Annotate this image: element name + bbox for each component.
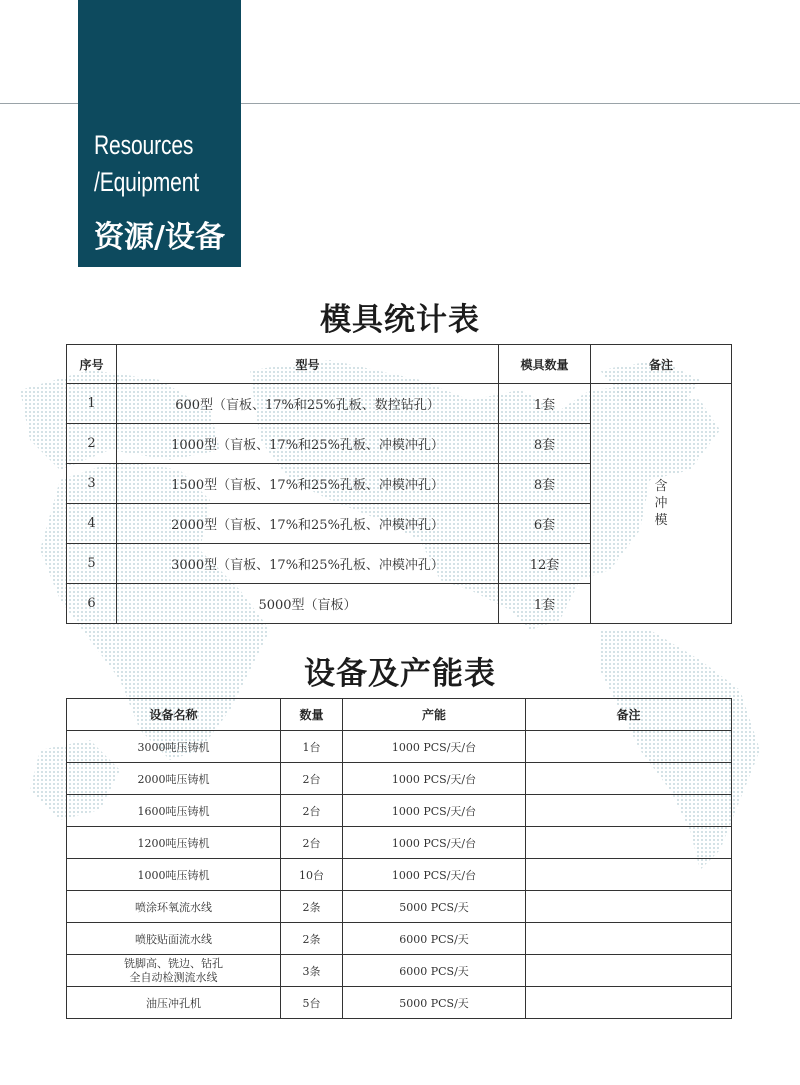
table-row: [67, 923, 732, 955]
table-row: [67, 795, 732, 827]
row-capacity: 1000 PCS/天/台: [343, 827, 526, 859]
section-title-en: [94, 127, 199, 201]
row-note: [526, 859, 732, 891]
row-capacity: 5000 PCS/天: [343, 891, 526, 923]
mold-table-title: 模具统计表: [320, 302, 480, 338]
row-note: [526, 923, 732, 955]
row-no: 1: [67, 384, 117, 424]
row-note: [526, 955, 732, 987]
table-row: [67, 955, 732, 987]
row-note: [526, 731, 732, 763]
row-note: [526, 763, 732, 795]
row-capacity: 6000 PCS/天: [343, 923, 526, 955]
row-equipment-name: 1000吨压铸机: [67, 859, 281, 891]
header-cell-capacity: 产能: [343, 699, 526, 731]
row-equipment-name: 喷涂环氧流水线: [67, 891, 281, 923]
row-capacity: 1000 PCS/天/台: [343, 795, 526, 827]
table-row: [67, 731, 732, 763]
table-header-row: [67, 345, 732, 384]
row-qty: 12套: [499, 544, 591, 584]
row-qty: 2条: [281, 923, 343, 955]
row-capacity: 1000 PCS/天/台: [343, 731, 526, 763]
equipment-capacity-table: [66, 698, 732, 1019]
row-capacity: 1000 PCS/天/台: [343, 763, 526, 795]
row-model: 5000型（盲板）: [117, 584, 499, 624]
row-no: 5: [67, 544, 117, 584]
header-cell-equipment-name: 设备名称: [67, 699, 281, 731]
header-cell-remark: 备注: [591, 345, 732, 384]
row-equipment-name-line2: 全自动检测流水线: [129, 970, 218, 984]
table-row: [67, 987, 732, 1019]
row-qty: 5台: [281, 987, 343, 1019]
section-header-block: [78, 0, 241, 267]
table-row: [67, 384, 732, 424]
equipment-table-title: 设备及产能表: [304, 656, 496, 692]
row-qty: 6套: [499, 504, 591, 544]
row-qty: 8套: [499, 424, 591, 464]
row-no: 2: [67, 424, 117, 464]
row-qty: 8套: [499, 464, 591, 504]
table-row: [67, 891, 732, 923]
section-title-en-line2: /Equipment: [94, 167, 199, 197]
header-cell-mold-qty: 模具数量: [499, 345, 591, 384]
row-no: 6: [67, 584, 117, 624]
section-title-en-line1: Resources: [94, 130, 194, 160]
table-row: [67, 859, 732, 891]
row-qty: 2条: [281, 891, 343, 923]
row-model: 2000型（盲板、17%和25%孔板、冲模冲孔）: [117, 504, 499, 544]
row-qty: 2台: [281, 763, 343, 795]
remark-char: 模: [654, 513, 668, 528]
row-qty: 10台: [281, 859, 343, 891]
row-equipment-name: 3000吨压铸机: [67, 731, 281, 763]
row-equipment-name: 1600吨压铸机: [67, 795, 281, 827]
row-note: [526, 827, 732, 859]
table-row: [67, 827, 732, 859]
remark-cell: [591, 384, 732, 624]
row-no: 4: [67, 504, 117, 544]
row-capacity: 1000 PCS/天/台: [343, 859, 526, 891]
row-model: 1500型（盲板、17%和25%孔板、冲模冲孔）: [117, 464, 499, 504]
row-no: 3: [67, 464, 117, 504]
row-qty: 1台: [281, 731, 343, 763]
row-equipment-name: 2000吨压铸机: [67, 763, 281, 795]
table-header-row: [67, 699, 732, 731]
row-capacity: 5000 PCS/天: [343, 987, 526, 1019]
row-equipment-name: 1200吨压铸机: [67, 827, 281, 859]
section-title-cn: 资源/设备: [94, 220, 225, 255]
header-cell-model: 型号: [117, 345, 499, 384]
row-note: [526, 891, 732, 923]
row-qty: 2台: [281, 795, 343, 827]
remark-char: 冲: [654, 496, 668, 511]
row-qty: 1套: [499, 584, 591, 624]
row-qty: 2台: [281, 827, 343, 859]
row-model: 600型（盲板、17%和25%孔板、数控钻孔）: [117, 384, 499, 424]
row-model: 3000型（盲板、17%和25%孔板、冲模冲孔）: [117, 544, 499, 584]
row-equipment-name: [67, 955, 281, 987]
row-qty: 1套: [499, 384, 591, 424]
row-equipment-name: 油压冲孔机: [67, 987, 281, 1019]
row-note: [526, 795, 732, 827]
row-qty: 3条: [281, 955, 343, 987]
header-cell-no: 序号: [67, 345, 117, 384]
table-row: [67, 763, 732, 795]
remark-char: 含: [654, 479, 668, 494]
mold-statistics-table: [66, 344, 732, 624]
row-equipment-name-line1: 铣脚高、铣边、钻孔: [124, 956, 223, 970]
row-equipment-name: 喷胶贴面流水线: [67, 923, 281, 955]
row-capacity: 6000 PCS/天: [343, 955, 526, 987]
header-cell-qty: 数量: [281, 699, 343, 731]
header-cell-note: 备注: [526, 699, 732, 731]
row-note: [526, 987, 732, 1019]
row-model: 1000型（盲板、17%和25%孔板、冲模冲孔）: [117, 424, 499, 464]
